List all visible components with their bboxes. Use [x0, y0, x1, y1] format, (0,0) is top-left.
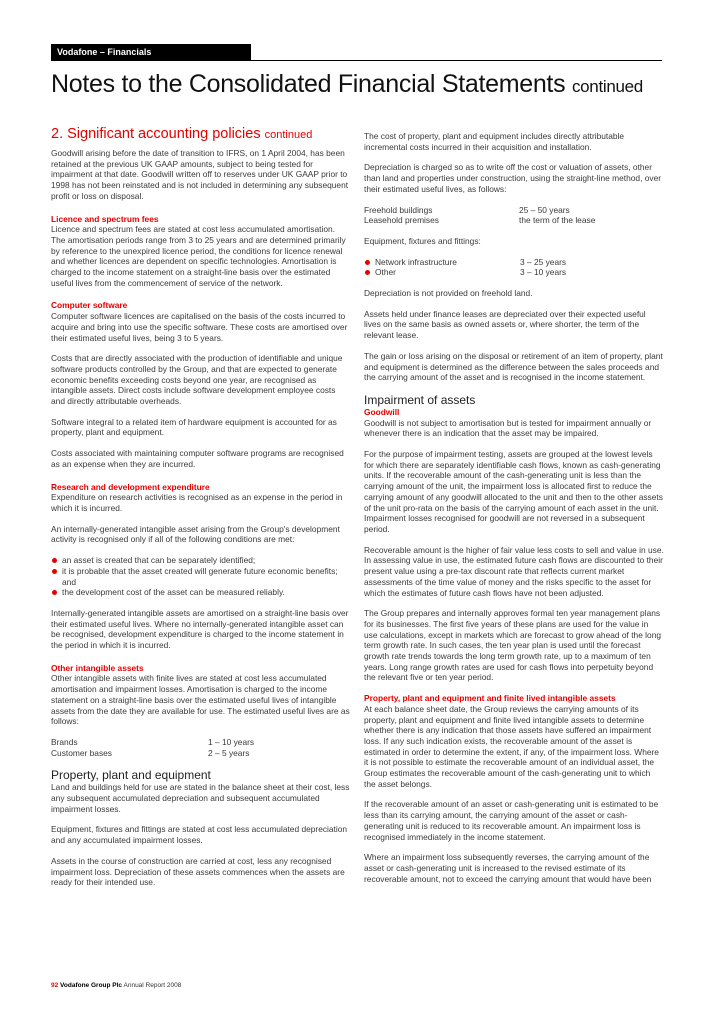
software-heading: Computer software [51, 300, 128, 311]
page-title-suffix: continued [571, 77, 643, 96]
rd-bullet-list [51, 555, 351, 598]
disposal-paragraph: The gain or loss arising on the disposal or retirement of an item of property, plant and equipment is determined as the difference between the sales proceeds and the carrying amount of the asset and is recognised in the income statement. [364, 350, 663, 383]
review-paragraph: At each balance sheet date, the Group reviews the carrying amounts of its property, plant and equipment and finite lived intangible assets to determine whether there is any indication that those assets have suffered an impairment loss. If any such indication exists, the recoverable amount of the asset is estimated in order to determine the extent, if any, of the impairment loss. Where it is not possible to estimate the recoverable amount of an individual asset, the Group estimates the recoverable amount of the cash-generating unit to which the asset belongs. [364, 703, 659, 789]
management-plans-paragraph: The Group prepares and internally approves formal ten year management plans for its businesses. The first five years of these plans are used for the value in use calculations, except in markets which are forecast to grow ahead of the long term growth rate. In such cases, the ten year plan is used until the forecast growth rate trends towards the long term growth rate, up to a maximum of ten years. Long range growth rates are used for cash flows into perpetuity beyond the relevant five or ten year period. [364, 608, 662, 683]
goodwill-heading: Goodwill [364, 406, 400, 417]
row-value: the term of the lease [519, 215, 596, 226]
ppe-paragraph-1: Land and buildings held for use are stated in the balance sheet at their cost, less any subsequent accumulated depreciation and subsequent accumulated impairment losses. [51, 782, 350, 814]
other-intangibles-heading: Other intangible assets [51, 662, 144, 673]
table-row [51, 737, 351, 748]
impairment-heading: Impairment of assets [364, 392, 476, 407]
row-value: 3 – 25 years [520, 256, 567, 267]
equipment-list [364, 257, 664, 278]
licence-heading: Licence and spectrum fees [51, 213, 159, 224]
section-header-bar [51, 44, 251, 60]
section-title-text: 2. Significant accounting policies [51, 126, 261, 142]
rd-heading: Research and development expenditure [51, 481, 210, 492]
ppe-paragraph-2: Equipment, fixtures and fittings are stated at cost less accumulated depreciation and any accumulated impairment losses. [51, 824, 348, 846]
page-title [51, 70, 643, 99]
finance-lease-paragraph: Assets held under finance leases are depreciated over their expected useful lives on the same basis as owned assets or, where shorter, the term of the relevant lease. [364, 308, 646, 341]
recoverable-amount-paragraph: Recoverable amount is the higher of fair value less costs to sell and value in use. In assessing value in use, the estimated future cash flows are discounted to their present value using a pre-tax discount rate that reflects current market assessments of the time value of money and the risks specific to the asset for which the estimates of future cash flows have not been adjusted. [364, 544, 664, 598]
ppe-paragraph-3: Assets in the course of construction are carried at cost, less any recognised impairment loss. Depreciation of these assets commences when the assets are ready for their intended use. [51, 855, 345, 888]
goodwill-impairment-paragraph: Goodwill is not subject to amortisation but is tested for impairment annually or whenever there is an indication that the asset may be impaired. [364, 417, 652, 439]
depreciation-paragraph: Depreciation is charged so as to write off the cost or valuation of assets, other than land and properties under construction, using the straight-line method, over their estimated useful lives, as follows: [364, 162, 662, 194]
row-label: Freehold buildings [364, 204, 433, 215]
list-item: an asset is created that can be separately identified; [51, 555, 351, 566]
row-label: Network infrastructure [375, 256, 457, 267]
row-label: Other [375, 267, 396, 278]
section-title-suffix: continued [264, 129, 313, 141]
page-footer [51, 982, 181, 989]
row-value: 2 – 5 years [208, 747, 250, 758]
ppe-finite-heading: Property, plant and equipment and finite lived intangible assets [364, 693, 616, 704]
section-header-label: Vodafone – Financials [57, 47, 152, 57]
software-paragraph-4: Costs associated with maintaining computer software programs are recognised as an expense when they are incurred. [51, 448, 344, 469]
footer-report: Annual Report 2008 [123, 982, 182, 989]
table-row [51, 748, 351, 759]
row-value: 1 – 10 years [208, 736, 255, 747]
row-value: 3 – 10 years [520, 267, 567, 278]
cgu-paragraph: For the purpose of impairment testing, assets are grouped at the lowest levels for which there are separately identifiable cash flows, known as cash-generating units. If the recoverable amount of the cash-generating unit is less than the carrying amount of the unit, the impairment loss is allocated first to reduce the carrying amount of any goodwill allocated to the unit and then to the other assets of the unit pro-rata on the basis of the carrying amount of each asset in the unit. Impairment losses recognised for goodwill are not reversed in a subsequent period. [364, 449, 663, 534]
list-item: the development cost of the asset can be measured reliably. [51, 587, 351, 598]
licence-paragraph: Licence and spectrum fees are stated at cost less accumulated amortisation. The amortisation periods range from 3 to 25 years and are determined primarily by reference to the unexpired licence period, the conditions for licence renewal and whether licences are dependent on specific technologies. Amortisation is charged to the income statement on a straight-line basis over the estimated useful lives from the commencement of service of the network. [51, 224, 346, 288]
row-label: Customer bases [51, 747, 112, 758]
list-item [364, 267, 664, 278]
right-column [364, 131, 664, 894]
list-item: it is probable that the asset created will generate future economic benefits; and [51, 566, 351, 587]
row-label: Leasehold premises [364, 215, 439, 226]
equipment-label: Equipment, fixtures and fittings: [364, 235, 481, 246]
software-paragraph-2: Costs that are directly associated with the production of identifiable and unique software products controlled by the Group, and that are expected to generate economic benefits exceeding costs beyond one year, are recognised as intangible assets. Direct costs include software development employee costs and directly attributable overheads. [51, 353, 343, 407]
footer-company: Vodafone Group Plc [60, 982, 123, 989]
software-paragraph-3: Software integral to a related item of hardware equipment is accounted for as property, plant and equipment. [51, 416, 337, 438]
list-item [364, 257, 664, 268]
rd-paragraph-3: Internally-generated intangible assets are amortised on a straight-line basis over their estimated useful lives. Where no internally-generated intangible asset can be recognised, development expenditure is charged to the income statement in the period in which it is incurred. [51, 607, 349, 651]
software-paragraph-1: Computer software licences are capitalised on the basis of the costs incurred to acquire and bring into use the specific software. These costs are amortised over their estimated useful lives, being 3 to 5 years. [51, 311, 348, 343]
table-row [364, 205, 664, 216]
section-title [51, 126, 351, 143]
rd-paragraph-2: An internally-generated intangible asset arising from the Group's development activity is recognised only if all of the following conditions are met: [51, 523, 340, 545]
rd-paragraph-1: Expenditure on research activities is recognised as an expense in the period in which it is incurred. [51, 492, 343, 513]
header-rule [51, 60, 662, 61]
left-column [51, 126, 351, 898]
recoverable-less-paragraph: If the recoverable amount of an asset or cash-generating unit is estimated to be less than its carrying amount, the carrying amount of the asset or cash-generating unit is reduced to its recoverable amount. An impairment loss is recognised immediately in the income statement. [364, 799, 659, 842]
goodwill-paragraph: Goodwill arising before the date of transition to IFRS, on 1 April 2004, has been retained at the previous UK GAAP amounts, subject to being tested for impairment at that date. Goodwill written off to reserves under UK GAAP prior to 1998 has not been reinstated and is not included in determining any subsequent profit or loss on disposal. [51, 148, 349, 201]
ppe-cost-paragraph: The cost of property, plant and equipment includes directly attributable incremental costs incurred in their acquisition and installation. [364, 131, 625, 152]
ppe-heading: Property, plant and equipment [51, 768, 211, 783]
other-intangibles-paragraph: Other intangible assets with finite lives are stated at cost less accumulated amortisation and impairment losses. Amortisation is charged to the income statement on a straight-line basis over the estimated useful lives of intangible assets from the date they are available for use. The estimated useful lives are as follows: [51, 673, 350, 727]
page-number: 92 [51, 982, 59, 989]
table-row [364, 215, 664, 226]
page-title-text: Notes to the Consolidated Financial Statements [51, 70, 566, 98]
reversal-paragraph: Where an impairment loss subsequently reverses, the carrying amount of the asset or cash-generating unit is increased to the revised estimate of its recoverable amount, not to exceed the carrying amount that would have been [364, 852, 652, 884]
row-value: 25 – 50 years [519, 204, 570, 215]
freehold-paragraph: Depreciation is not provided on freehold land. [364, 288, 533, 299]
row-label: Brands [51, 736, 78, 747]
